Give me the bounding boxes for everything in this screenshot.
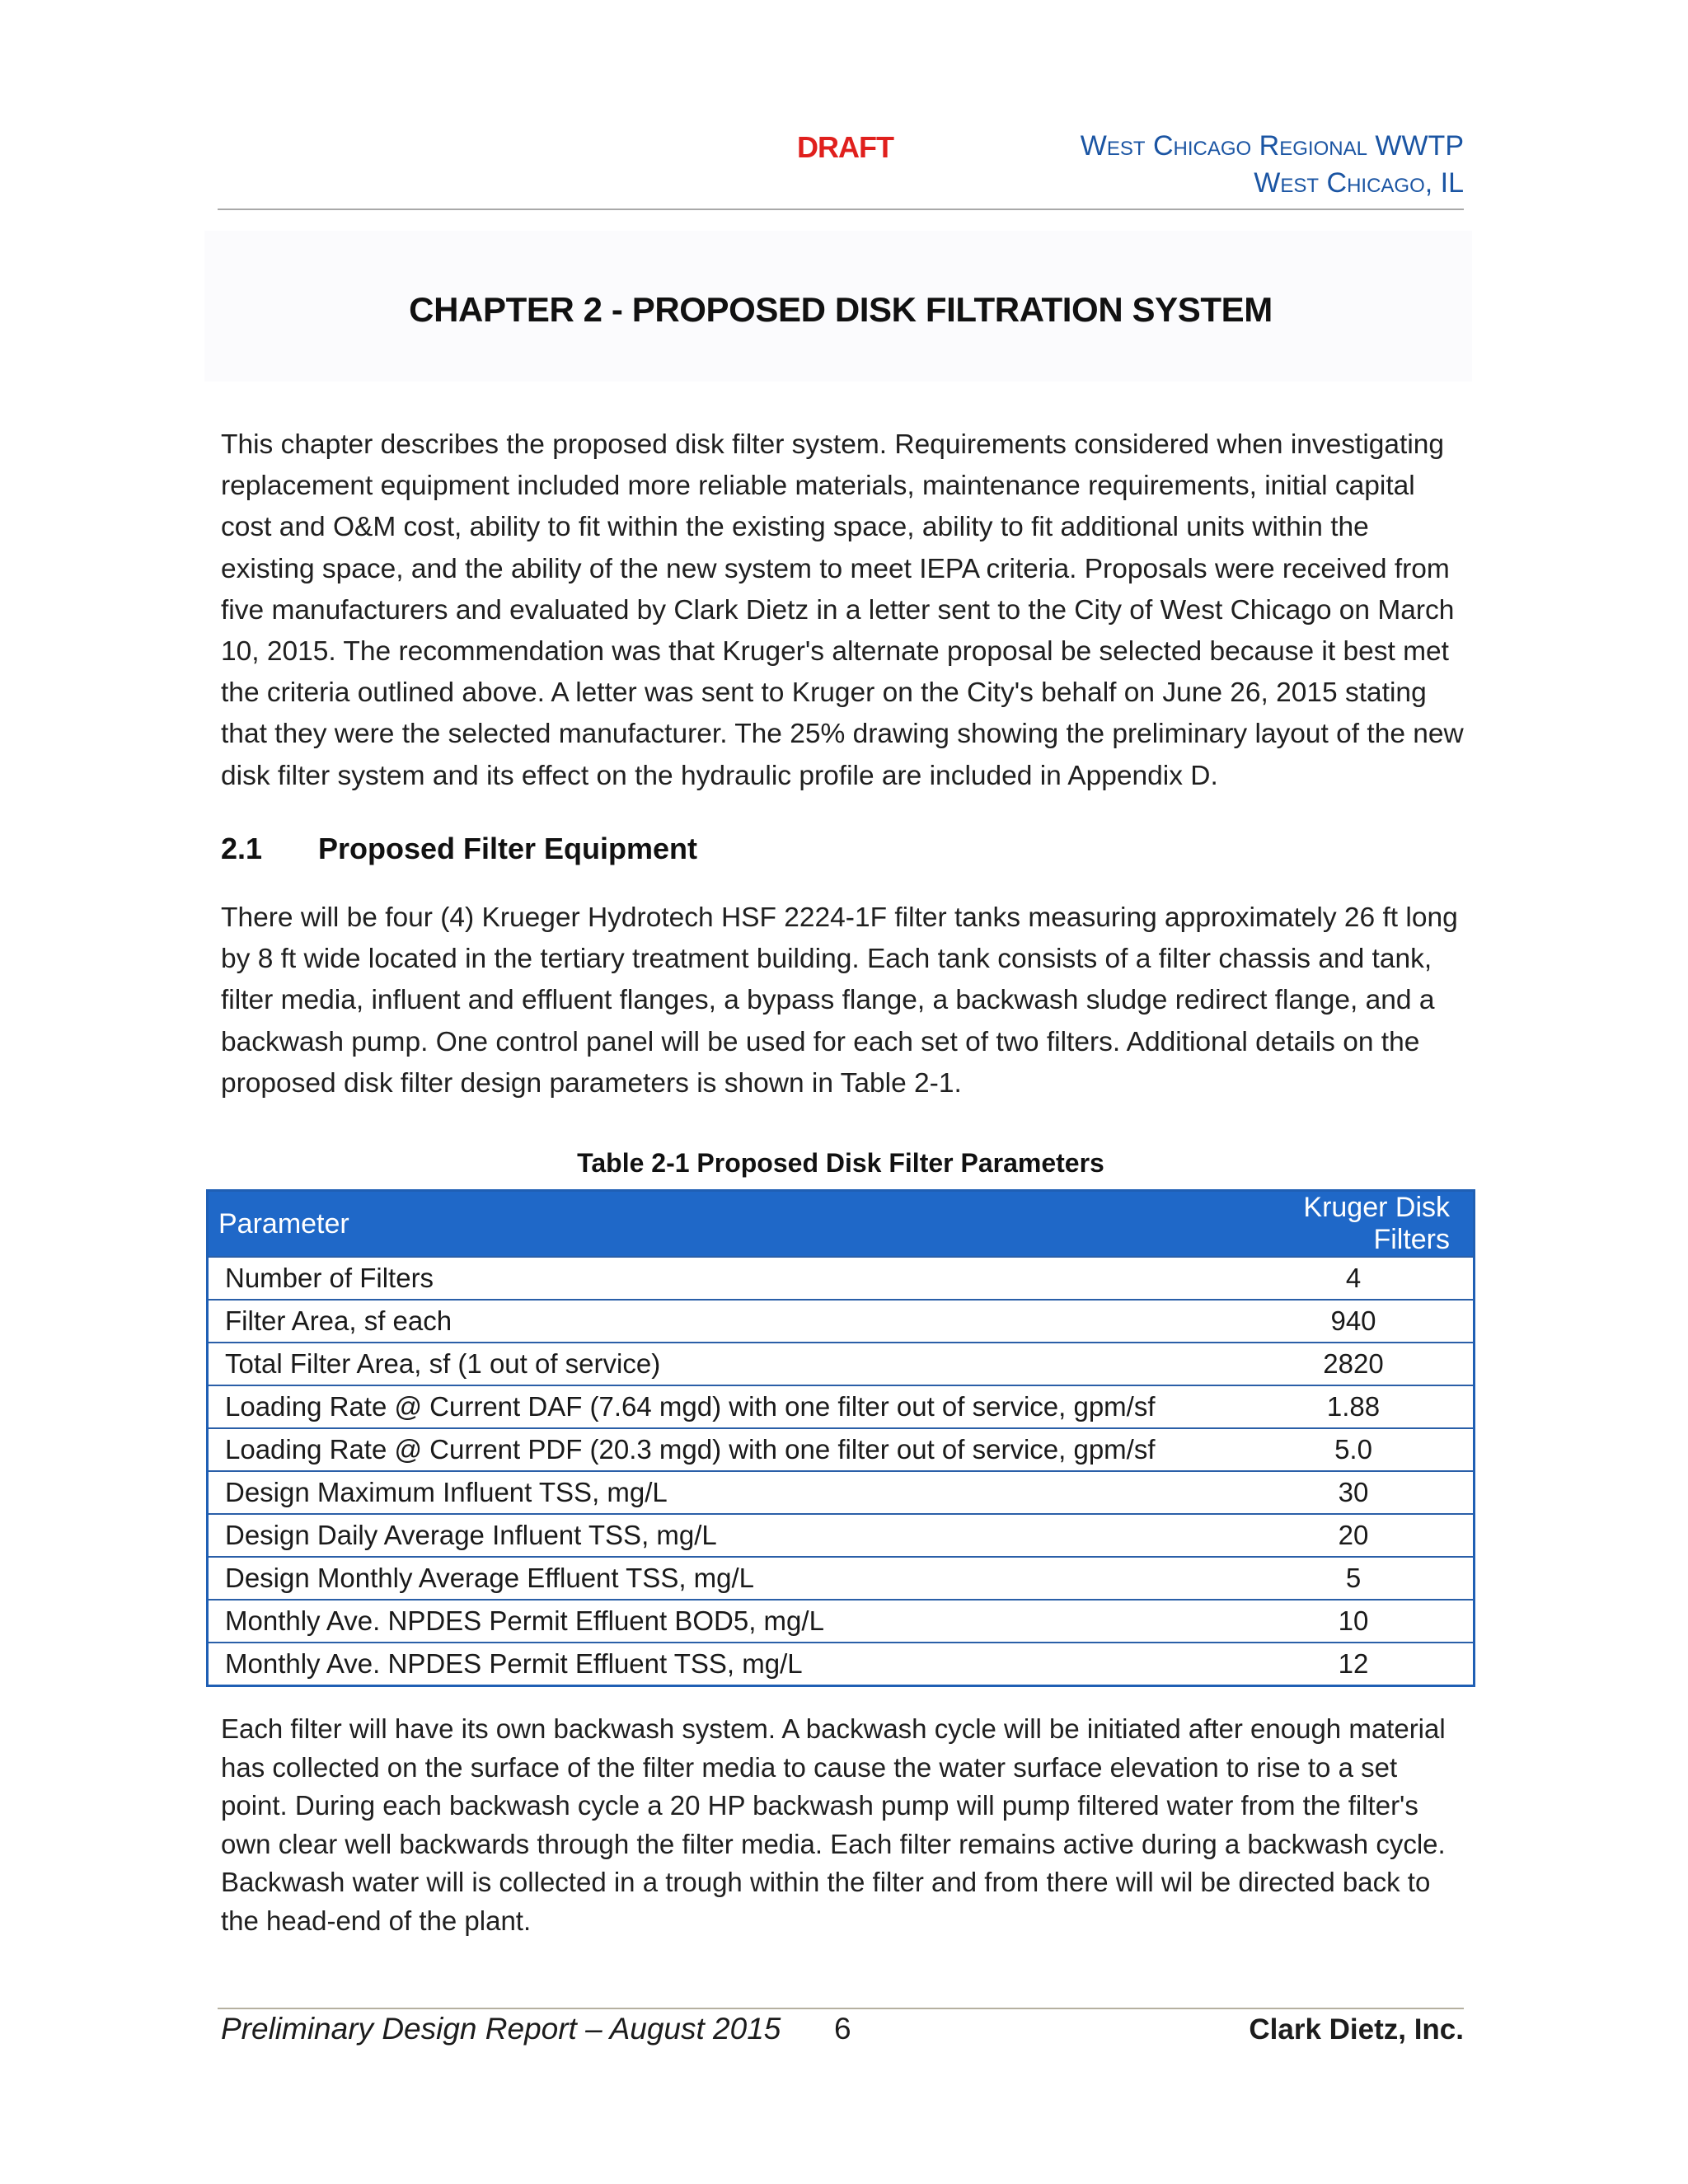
footer-report-title: Preliminary Design Report – August 2015 (221, 2012, 781, 2046)
draft-label: DRAFT (797, 130, 893, 164)
page-number: 6 (834, 2012, 851, 2046)
parameter-cell: Monthly Ave. NPDES Permit Effluent TSS, mg/L (208, 1643, 1235, 1686)
intro-paragraph: This chapter describes the proposed disk filter system. Requirements considered when investigating replacement equipment included more reliable materials, maintenance requirements, initial capital cost and O&M cost, ability to fit within the existing space, ability to fit additional units within the existing space, and the ability of the new system to meet IEPA criteria. Proposals were received from five manufacturers and evaluated by Clark Dietz in a letter sent to the City of West Chicago on March 10, 2015. The recommendation was that Kruger's alternate proposal be selected because it best met the criteria outlined above. A letter was sent to Kruger on the City's behalf on June 26, 2015 stating that they were the selected manufacturer. The 25% drawing showing the preliminary layout of the new disk filter system and its effect on the hydraulic profile are included in Appendix D. (221, 429, 1464, 791)
value-cell: 20 (1234, 1514, 1475, 1557)
table-row (208, 1385, 1475, 1428)
value-cell: 2820 (1234, 1343, 1475, 1385)
table-row (208, 1428, 1475, 1471)
backwash-paragraph: Each filter will have its own backwash system. A backwash cycle will be initiated after enough material has collected on the surface of the filter media to cause the water surface elevation to rise to a set point. During each backwash cycle a 20 HP backwash pump will pump filtered water from the filter's own clear well backwards through the filter media. Each filter remains active during a backwash cycle. Backwash water will is collected in a trough within the filter and from there will wil be directed back to the head-end of the plant. (221, 1713, 1446, 1936)
value-cell: 1.88 (1234, 1385, 1475, 1428)
parameter-cell: Loading Rate @ Current PDF (20.3 mgd) with one filter out of service, gpm/sf (208, 1428, 1235, 1471)
footer-company: Clark Dietz, Inc. (1249, 2013, 1464, 2046)
table-caption: Table 2-1 Proposed Disk Filter Parameters (577, 1148, 1104, 1178)
value-cell: 940 (1234, 1300, 1475, 1343)
value-cell: 12 (1234, 1643, 1475, 1686)
value-cell: 5 (1234, 1557, 1475, 1600)
value-cell: 4 (1234, 1257, 1475, 1300)
parameter-cell: Total Filter Area, sf (1 out of service) (208, 1343, 1235, 1385)
parameter-cell: Monthly Ave. NPDES Permit Effluent BOD5, mg/L (208, 1600, 1235, 1643)
parameter-cell: Loading Rate @ Current DAF (7.64 mgd) with one filter out of service, gpm/sf (208, 1385, 1235, 1428)
parameter-cell: Design Daily Average Influent TSS, mg/L (208, 1514, 1235, 1557)
footer-divider (218, 2008, 1464, 2009)
table-row (208, 1257, 1475, 1300)
table-row (208, 1471, 1475, 1514)
table-row (208, 1514, 1475, 1557)
parameter-cell: Design Monthly Average Effluent TSS, mg/L (208, 1557, 1235, 1600)
value-cell: 10 (1234, 1600, 1475, 1643)
parameter-cell: Filter Area, sf each (208, 1300, 1235, 1343)
value-cell: 5.0 (1234, 1428, 1475, 1471)
header-project-name: West Chicago Regional WWTP (1080, 130, 1464, 162)
header-parameter: Parameter (208, 1191, 1235, 1258)
parameter-cell: Number of Filters (208, 1257, 1235, 1300)
parameter-cell: Design Maximum Influent TSS, mg/L (208, 1471, 1235, 1514)
chapter-title: CHAPTER 2 - PROPOSED DISK FILTRATION SYSTEM (409, 290, 1273, 329)
value-cell: 30 (1234, 1471, 1475, 1514)
table-row (208, 1643, 1475, 1686)
section-number: 2.1 (221, 832, 263, 865)
header-location: West Chicago, IL (1254, 167, 1464, 199)
table-row (208, 1300, 1475, 1343)
parameters-table (206, 1189, 1475, 1687)
table-row (208, 1557, 1475, 1600)
table-header-row (208, 1191, 1475, 1258)
section-title: Proposed Filter Equipment (318, 832, 698, 865)
table-row (208, 1343, 1475, 1385)
header-kruger-disk-filters: Kruger Disk Filters (1234, 1191, 1475, 1258)
header-divider (218, 209, 1464, 210)
section-paragraph: There will be four (4) Krueger Hydrotech HSF 2224-1F filter tanks measuring approximately 26 ft long by 8 ft wide located in the tertiary treatment building. Each tank consists of a filter chassis and tank, filter media, influent and effluent flanges, a bypass flange, a backwash sludge redirect flange, and a backwash pump. One control panel will be used for each set of two filters. Additional details on the proposed disk filter design parameters is shown in Table 2-1. (221, 902, 1458, 1099)
table-row (208, 1600, 1475, 1643)
